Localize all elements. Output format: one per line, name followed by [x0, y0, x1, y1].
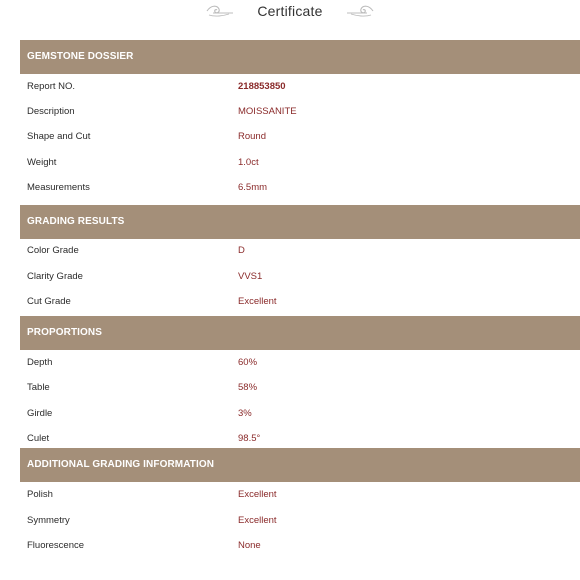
section-header-grading-results: GRADING RESULTS: [20, 205, 580, 239]
row-label-polish: Polish: [27, 489, 53, 500]
section-header-additional-grading-information: ADDITIONAL GRADING INFORMATION: [20, 448, 580, 482]
table-row: [20, 380, 580, 396]
row-value-symmetry: Excellent: [238, 515, 277, 526]
row-label-fluorescence: Fluorescence: [27, 540, 85, 551]
row-value-color-grade: D: [238, 245, 245, 256]
row-label-weight: Weight: [27, 157, 57, 168]
table-row: [20, 513, 580, 529]
section-header-proportions: PROPORTIONS: [20, 316, 580, 350]
table-row: [20, 104, 580, 120]
row-value-report-no: 218853850: [238, 81, 286, 92]
row-label-description: Description: [27, 106, 75, 117]
row-label-report-no: Report NO.: [27, 81, 76, 92]
table-row: [20, 431, 580, 447]
row-label-measurements: Measurements: [27, 182, 90, 193]
table-row: [20, 180, 580, 196]
row-value-shape-and-cut: Round: [238, 131, 266, 142]
certificate-header: [0, 0, 580, 22]
table-row: [20, 155, 580, 171]
row-label-symmetry: Symmetry: [27, 515, 70, 526]
row-label-depth: Depth: [27, 357, 53, 368]
section-header-gemstone-dossier: GEMSTONE DOSSIER: [20, 40, 580, 74]
row-value-description: MOISSANITE: [238, 106, 297, 117]
row-label-clarity-grade: Clarity Grade: [27, 271, 83, 282]
table-row: [20, 269, 580, 285]
row-value-polish: Excellent: [238, 489, 277, 500]
row-value-culet: 98.5°: [238, 433, 261, 444]
row-label-cut-grade: Cut Grade: [27, 296, 71, 307]
row-value-clarity-grade: VVS1: [238, 271, 263, 282]
row-value-girdle: 3%: [238, 408, 252, 419]
table-row: [20, 538, 580, 554]
table-row: [20, 487, 580, 503]
table-row: [20, 355, 580, 371]
table-row: [20, 79, 580, 95]
right-flourish-icon: [345, 3, 375, 19]
row-value-weight: 1.0ct: [238, 157, 259, 168]
row-label-table: Table: [27, 382, 50, 393]
row-value-table: 58%: [238, 382, 258, 393]
row-label-girdle: Girdle: [27, 408, 53, 419]
row-value-depth: 60%: [238, 357, 258, 368]
row-value-fluorescence: None: [238, 540, 261, 551]
row-label-color-grade: Color Grade: [27, 245, 79, 256]
table-row: [20, 129, 580, 145]
table-row: [20, 294, 580, 310]
row-label-culet: Culet: [27, 433, 50, 444]
table-row: [20, 243, 580, 259]
certificate-title: Certificate: [257, 3, 323, 19]
row-value-cut-grade: Excellent: [238, 296, 277, 307]
table-row: [20, 406, 580, 422]
row-value-measurements: 6.5mm: [238, 182, 268, 193]
left-flourish-icon: [205, 3, 235, 19]
row-label-shape-and-cut: Shape and Cut: [27, 131, 91, 142]
